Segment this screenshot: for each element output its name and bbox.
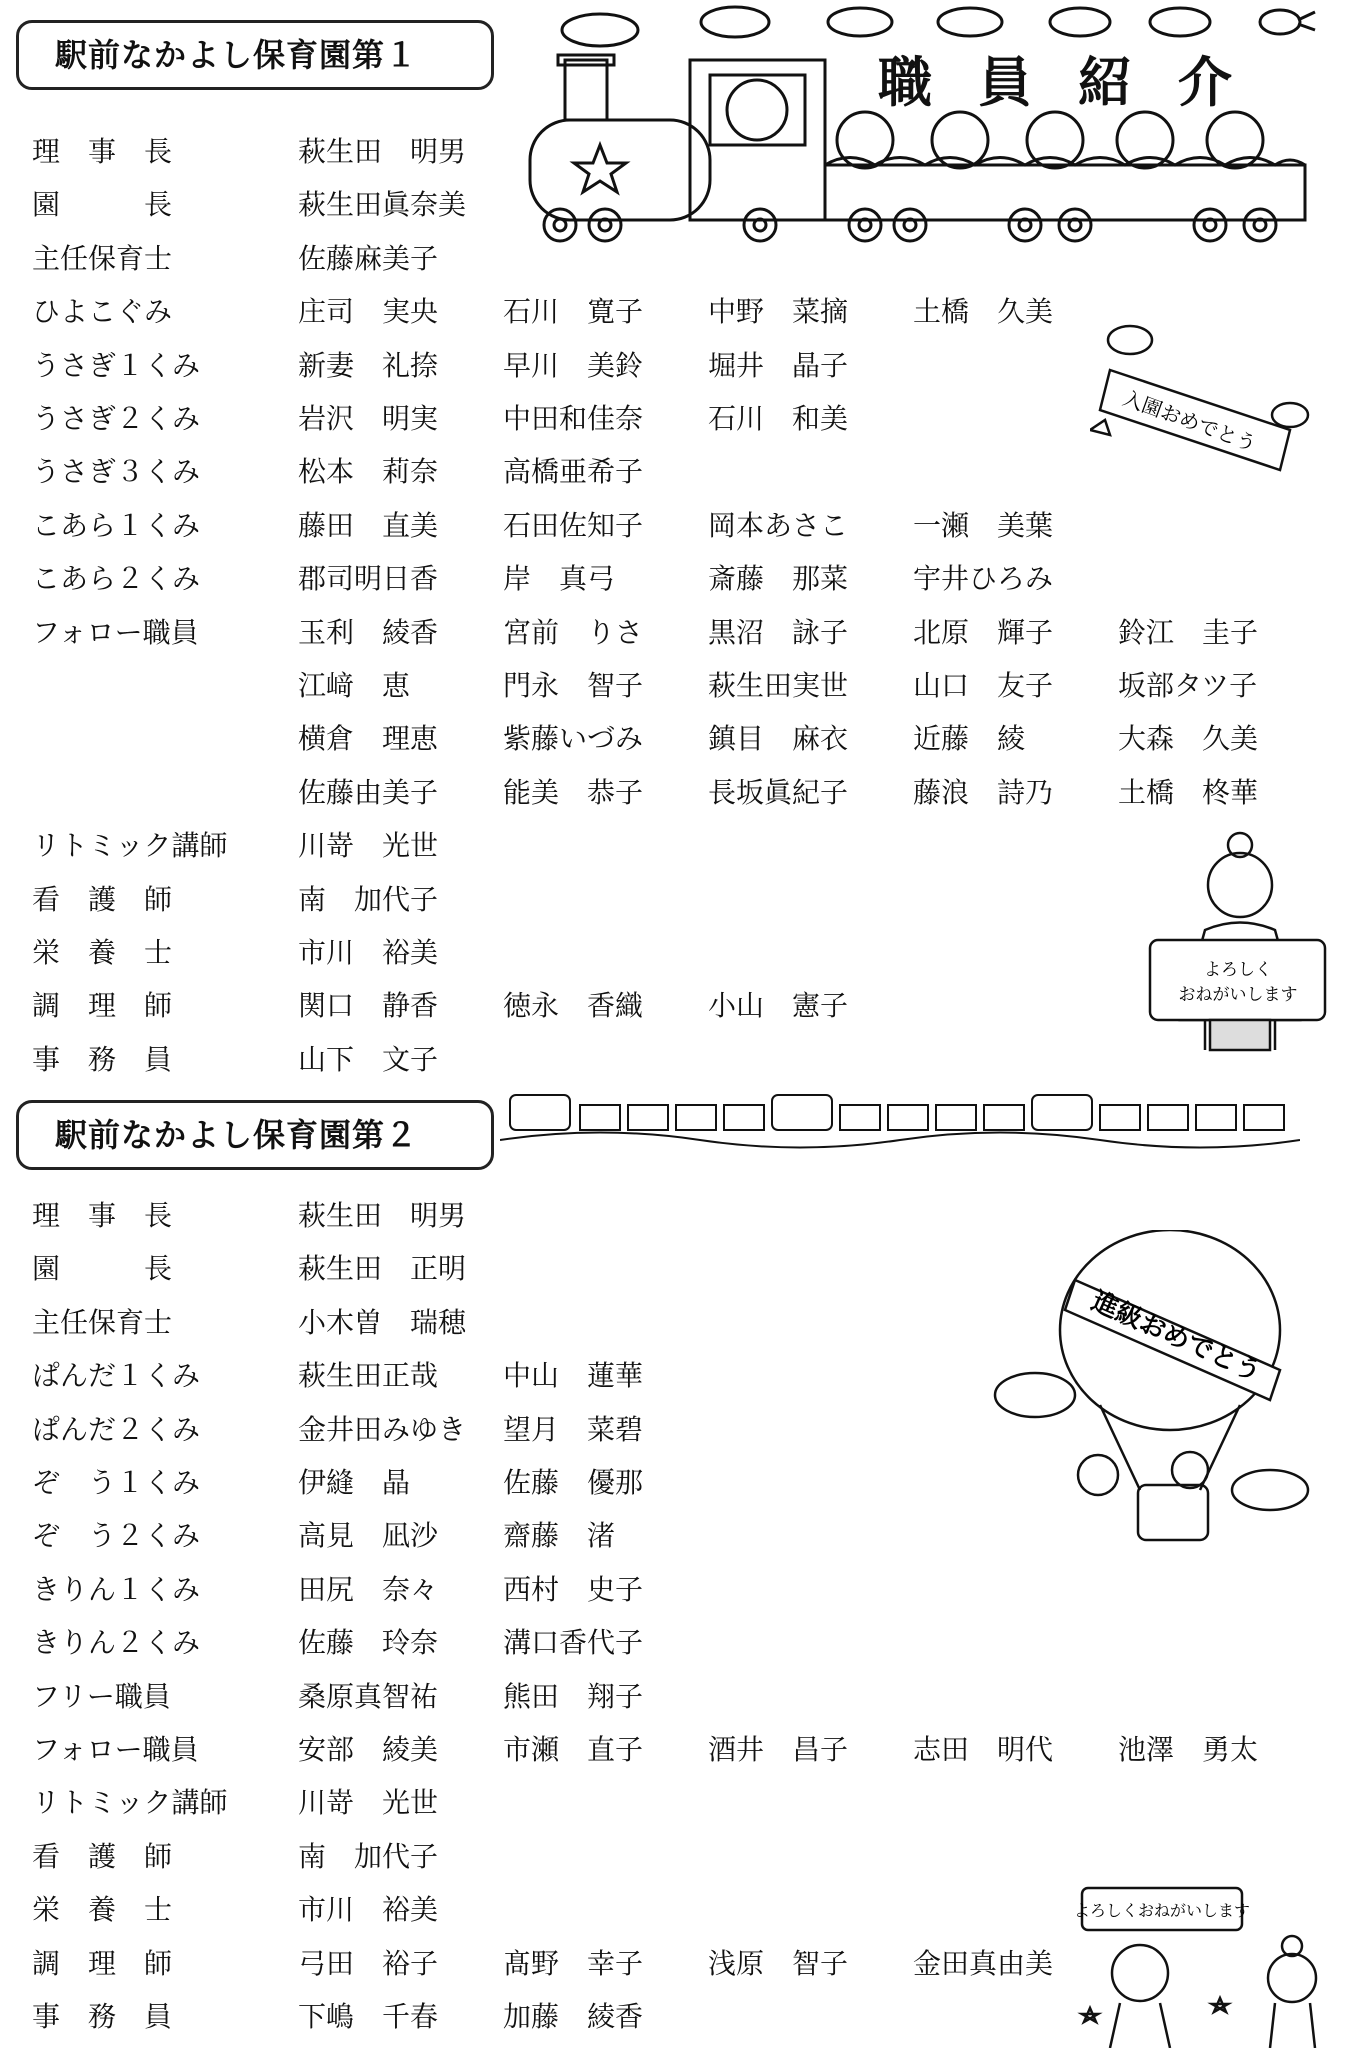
- staff-role: 主任保育士: [32, 1305, 173, 1339]
- staff-name: 石田佐知子: [503, 508, 644, 542]
- staff-name: 玉利 綾香: [298, 615, 439, 649]
- staff-row: [0, 609, 1348, 657]
- banner1-text: 入園おめでとう: [1119, 385, 1260, 457]
- staff-name: 土橋 柊華: [1118, 775, 1259, 809]
- staff-row: [0, 181, 1348, 229]
- staff-name: 萩生田眞奈美: [298, 188, 467, 222]
- staff-name: 萩生田 明男: [298, 135, 467, 168]
- staff-name: 金田真由美: [913, 1946, 1054, 1980]
- staff-name: 市川 裕美: [298, 1893, 439, 1927]
- staff-name: 坂部タツ子: [1118, 669, 1258, 702]
- staff-name: 萩生田 正明: [298, 1252, 467, 1286]
- staff-name: 佐藤由美子: [298, 775, 439, 809]
- staff-name: 岡本あさこ: [708, 508, 849, 542]
- staff-name: 加藤 綾香: [503, 2000, 644, 2033]
- staff-name: 川嵜 光世: [298, 1786, 439, 1820]
- staff-role: きりん１くみ: [32, 1572, 201, 1606]
- staff-name: 岩沢 明実: [298, 402, 439, 435]
- staff-row: [0, 876, 1348, 924]
- staff-name: 高橋亜希子: [503, 455, 644, 489]
- staff-name: 佐藤 優那: [503, 1466, 644, 1499]
- staff-row: [0, 1833, 1348, 1881]
- staff-row: [0, 1779, 1348, 1827]
- staff-name: 市瀬 直子: [503, 1733, 644, 1766]
- staff-name: 新妻 礼捺: [298, 348, 439, 382]
- staff-name: 藤浪 詩乃: [913, 775, 1054, 809]
- staff-role: ぱんだ１くみ: [32, 1359, 201, 1393]
- staff-role: 主任保育士: [32, 241, 173, 275]
- staff-role: フォロー職員: [32, 1733, 199, 1766]
- staff-name: 浅原 智子: [708, 1946, 849, 1980]
- staff-row: [0, 555, 1348, 603]
- staff-role: フォロー職員: [32, 615, 199, 649]
- staff-role: 事 務 員: [32, 1042, 173, 1076]
- staff-row: [0, 235, 1348, 283]
- staff-role: 事 務 員: [32, 2000, 173, 2033]
- staff-name: 郡司明日香: [298, 562, 439, 596]
- staff-name: 萩生田実世: [708, 669, 849, 702]
- staff-role: こあら１くみ: [32, 508, 201, 542]
- staff-role: ぞ う２くみ: [32, 1519, 201, 1553]
- staff-role: 栄 養 士: [32, 936, 173, 969]
- staff-role: リトミック講師: [32, 1786, 228, 1820]
- staff-row: [0, 982, 1348, 1030]
- staff-row: [0, 929, 1348, 977]
- page-title: 職員紹介: [878, 51, 1278, 114]
- staff-row: [0, 1192, 1348, 1240]
- staff-name: 黒沼 詠子: [708, 615, 849, 649]
- section2-title: 駅前なかよし保育園第２: [16, 1100, 494, 1170]
- staff-name: 堀井 晶子: [708, 348, 849, 382]
- staff-role: ぱんだ２くみ: [32, 1412, 201, 1446]
- staff-row: [0, 1512, 1348, 1560]
- staff-name: 小山 憲子: [708, 989, 849, 1023]
- staff-name: 藤田 直美: [298, 508, 439, 542]
- staff-row: [0, 715, 1348, 763]
- staff-name: 紫藤いづみ: [503, 722, 644, 756]
- staff-name: 金井田みゆき: [298, 1412, 467, 1446]
- staff-name: 田尻 奈々: [298, 1572, 439, 1606]
- staff-name: 江﨑 恵: [298, 669, 411, 702]
- staff-row: [0, 448, 1348, 496]
- staff-name: 土橋 久美: [913, 295, 1054, 329]
- staff-role: うさぎ２くみ: [32, 402, 201, 435]
- staff-row: [0, 1566, 1348, 1614]
- staff-role: 理 事 長: [32, 1199, 173, 1232]
- staff-name: 北原 輝子: [913, 615, 1054, 649]
- staff-row: [0, 822, 1348, 870]
- staff-row: [0, 769, 1348, 817]
- staff-role: きりん２くみ: [32, 1626, 201, 1660]
- sign1-line2: おねがいします: [1178, 985, 1298, 1005]
- staff-name: 一瀬 美葉: [913, 508, 1054, 542]
- sign1-line1: よろしく: [1204, 960, 1272, 980]
- staff-row: [0, 502, 1348, 550]
- staff-name: 鎮目 麻衣: [708, 722, 849, 756]
- staff-role: 理 事 長: [32, 135, 173, 168]
- staff-name: 佐藤 玲奈: [298, 1626, 439, 1660]
- staff-name: 門永 智子: [503, 669, 644, 702]
- staff-name: 下嶋 千春: [298, 2000, 439, 2033]
- staff-row: [0, 1245, 1348, 1293]
- staff-name: 髙野 幸子: [503, 1946, 644, 1980]
- staff-name: 南 加代子: [298, 1839, 439, 1873]
- staff-role: 看 護 師: [32, 882, 173, 916]
- staff-name: 大森 久美: [1118, 722, 1259, 756]
- staff-name: 小木曽 瑞穂: [298, 1305, 467, 1339]
- staff-name: 能美 恭子: [503, 775, 644, 809]
- staff-role: 看 護 師: [32, 1839, 173, 1873]
- section1-title: 駅前なかよし保育園第１: [16, 20, 494, 90]
- staff-row: [0, 662, 1348, 710]
- staff-row: [0, 1459, 1348, 1507]
- staff-name: 庄司 実央: [298, 295, 439, 329]
- staff-name: 鈴江 圭子: [1118, 615, 1259, 649]
- staff-name: 近藤 綾: [913, 722, 1026, 756]
- staff-name: 宮前 りさ: [503, 615, 644, 649]
- staff-row: [0, 395, 1348, 443]
- staff-row: [0, 288, 1348, 336]
- staff-role: こあら２くみ: [32, 562, 201, 596]
- staff-name: 中野 菜摘: [708, 295, 849, 329]
- staff-row: [0, 1352, 1348, 1400]
- staff-role: 調 理 師: [32, 1946, 173, 1980]
- staff-name: 安部 綾美: [298, 1733, 439, 1766]
- staff-row: [0, 1619, 1348, 1667]
- staff-name: 宇井ひろみ: [913, 562, 1054, 596]
- staff-row: [0, 1406, 1348, 1454]
- staff-name: 中田和佳奈: [503, 402, 644, 435]
- staff-role: リトミック講師: [32, 829, 228, 863]
- staff-name: 横倉 理恵: [298, 722, 439, 756]
- staff-name: 市川 裕美: [298, 936, 439, 969]
- train-strip-illustration: [500, 1080, 1300, 1160]
- staff-name: 中山 蓮華: [503, 1359, 644, 1393]
- staff-name: 佐藤麻美子: [298, 241, 439, 275]
- staff-name: 桑原真智祐: [298, 1679, 439, 1713]
- staff-row: [0, 1299, 1348, 1347]
- staff-name: 酒井 昌子: [708, 1733, 849, 1766]
- staff-name: 長坂眞紀子: [708, 775, 849, 809]
- staff-role: 調 理 師: [32, 989, 173, 1023]
- staff-name: 早川 美鈴: [503, 348, 644, 382]
- staff-role: ひよこぐみ: [32, 295, 173, 329]
- staff-role: うさぎ１くみ: [32, 348, 201, 382]
- staff-name: 石川 寛子: [503, 295, 644, 329]
- staff-role: フリー職員: [32, 1679, 171, 1713]
- staff-name: 齋藤 渚: [503, 1519, 616, 1553]
- staff-role: 園 長: [32, 1252, 173, 1286]
- staff-name: 川嵜 光世: [298, 829, 439, 863]
- staff-role: 栄 養 士: [32, 1893, 173, 1927]
- staff-name: 岸 真弓: [503, 562, 616, 596]
- staff-role: 園 長: [32, 188, 173, 222]
- staff-name: 萩生田 明男: [298, 1199, 467, 1232]
- staff-name: 望月 菜碧: [503, 1412, 644, 1446]
- staff-row: [0, 128, 1348, 176]
- sign2-text: よろしくおねがいします: [1073, 1901, 1251, 1920]
- staff-role: うさぎ３くみ: [32, 455, 201, 489]
- staff-name: 弓田 裕子: [298, 1946, 439, 1980]
- staff-name: 山下 文子: [298, 1042, 439, 1076]
- staff-name: 志田 明代: [913, 1733, 1054, 1766]
- balloon-text: 進級おめでとう: [1086, 1286, 1266, 1388]
- staff-row: [0, 342, 1348, 390]
- staff-name: 溝口香代子: [503, 1626, 644, 1660]
- staff-row: [0, 1036, 1348, 1084]
- staff-name: 西村 史子: [503, 1572, 644, 1606]
- staff-name: 松本 莉奈: [298, 455, 439, 489]
- staff-role: ぞ う１くみ: [32, 1466, 201, 1499]
- staff-name: 関口 静香: [298, 989, 439, 1023]
- staff-name: 石川 和美: [708, 402, 849, 435]
- staff-row: [0, 1886, 1348, 1934]
- staff-name: 池澤 勇太: [1118, 1733, 1259, 1766]
- staff-name: 徳永 香織: [503, 989, 644, 1023]
- staff-name: 伊縫 晶: [298, 1466, 411, 1499]
- staff-name: 高見 凪沙: [298, 1519, 439, 1553]
- staff-row: [0, 1940, 1348, 1988]
- staff-name: 萩生田正哉: [298, 1359, 439, 1393]
- staff-row: [0, 1993, 1348, 2041]
- staff-name: 熊田 翔子: [503, 1679, 644, 1713]
- staff-row: [0, 1726, 1348, 1774]
- staff-row: [0, 1673, 1348, 1721]
- staff-name: 山口 友子: [913, 669, 1054, 702]
- staff-name: 斎藤 那菜: [708, 562, 849, 596]
- staff-name: 南 加代子: [298, 882, 439, 916]
